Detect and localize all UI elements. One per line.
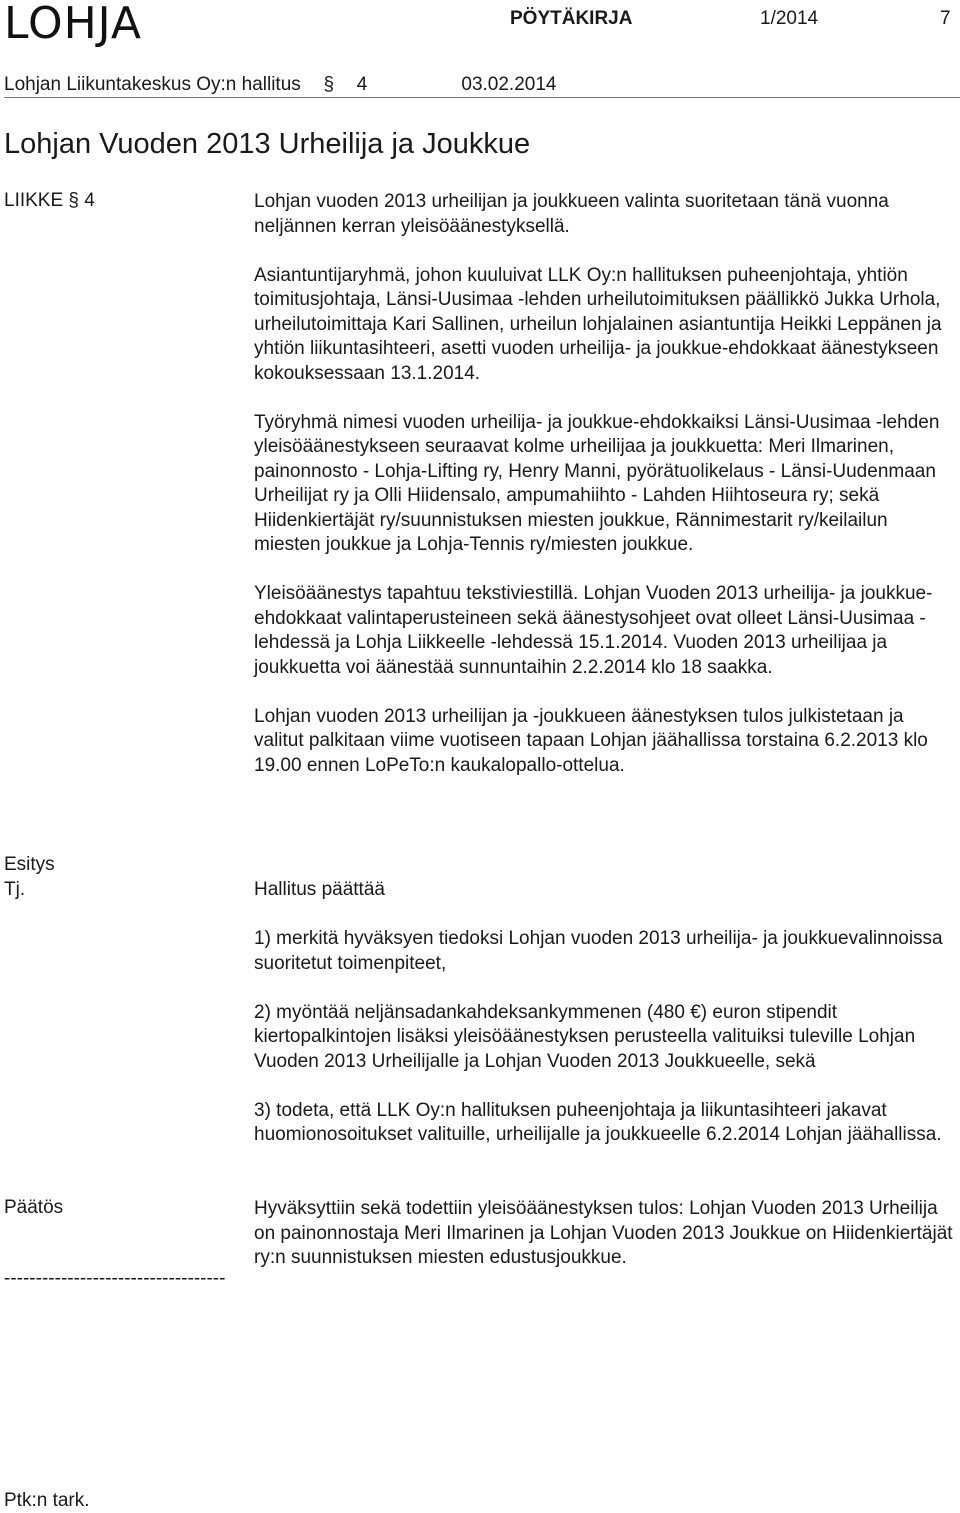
paragraph: Lohjan vuoden 2013 urheilijan ja joukkueen valinta suoritetaan tänä vuonna neljännen kerran yleisöäänestyksellä. — [254, 191, 889, 237]
proposal-point: 3) todeta, että LLK Oy:n hallituksen puheenjohtaja ja liikuntasihteeri jakavat huomionosoitukset valituille, urheilijalle ja joukkueelle 6.2.2014 Lohjan jäähallissa. — [254, 1099, 942, 1145]
item-label: LIIKKE § 4 — [4, 190, 95, 211]
paragraph: Asiantuntijaryhmä, johon kuuluivat LLK Oy:n hallituksen puheenjohtaja, yhtiön toimitusjohtaja, Länsi-Uusimaa -lehden urheilutoimituksen päällikkö Jukka Urhola, urheilutoimittaja Kari Sallinen, urheilun lohjalainen asiantuntija Heikki Leppänen ja yhtiön liikuntasihteeri, asetti vuoden urheilija- ja joukkue-ehdokkaat äänestykseen kokouksessaan 13.1.2014. — [254, 264, 942, 384]
organ-name: Lohjan Liikuntakeskus Oy:n hallitus — [4, 74, 301, 95]
proposal-point: 2) myöntää neljänsadankahdeksankymmenen (480 €) euron stipendit kiertopalkintojen lisäksi yleisöäänestyksen perusteella valituiksi tuleville Lohjan Vuoden 2013 Urheilijalle ja Lohjan Vuoden 2013 Joukkueelle, sekä — [254, 1001, 916, 1072]
document-type: PÖYTÄKIRJA — [510, 8, 633, 29]
proposal-label — [4, 853, 55, 902]
footer-note: Ptk:n tark. — [4, 1490, 90, 1511]
proposal-point: 1) merkitä hyväksyen tiedoksi Lohjan vuoden 2013 urheilija- ja joukkuevalinnoissa suoritetut toimenpiteet, — [254, 928, 943, 974]
header-divider — [4, 97, 960, 98]
paragraph: Työryhmä nimesi vuoden urheilija- ja joukkue-ehdokkaiksi Länsi-Uusimaa -lehden yleisöäänestykseen seuraavat kolme urheilijaa ja joukkuetta: Meri Ilmarinen, painonnosto - Lohja-Lifting ry, Henry Manni, pyörätuolikelaus - Länsi-Uudenmaan Urheilijat ry ja Olli Hiidensalo, ampumahiihto - Lahden Hiihtoseura ry; sekä Hiidenkiertäjät ry/suunnistuksen miesten joukkue, Rännimestarit ry/keilailun miesten joukkue ja Lohja-Tennis ry/miesten joukkue. — [254, 411, 940, 555]
section-number: 4 — [356, 74, 368, 95]
paragraph: Yleisöäänestys tapahtuu tekstiviestillä. Lohjan Vuoden 2013 urheilija- ja joukkue-ehdokkaat valintaperusteineen sekä äänestysohjeet ovat olleet Länsi-Uusimaa -lehdessä ja Lohja Liikkeelle -lehdessä 15.1.2014. Vuoden 2013 urheilijaa ja joukkuetta voi äänestää sunnuntaihin 2.2.2014 klo 18 saakka. — [254, 583, 933, 678]
meeting-date: 03.02.2014 — [461, 74, 557, 95]
proposal-intro: Hallitus päättää — [254, 879, 385, 900]
document-number: 1/2014 — [760, 8, 819, 29]
section-sign: § — [323, 74, 335, 95]
separator-line: ----------------------------------- — [4, 1268, 226, 1289]
page-number: 7 — [940, 8, 951, 29]
item-body — [254, 190, 954, 803]
meeting-meta — [4, 74, 556, 96]
proposal-label-line: Tj. — [4, 878, 26, 900]
decision-text: Hyväksyttiin sekä todettiin yleisöäänestyksen tulos: Lohjan Vuoden 2013 Urheilija on painonnostaja Meri Ilmarinen ja Lohjan Vuoden 2013 Joukkue on Hiidenkiertäjät ry:n suunnistuksen miesten edustusjoukkue. — [254, 1198, 953, 1268]
lohja-logo: LOHJA — [4, 0, 142, 49]
paragraph: Lohjan vuoden 2013 urheilijan ja -joukkueen äänestyksen tulos julkistetaan ja valitut palkitaan viime vuotiseen tapaan Lohjan jäähallissa torstaina 6.2.2013 klo 19.00 ennen LoPeTo:n kaukalopallo-ottelua. — [254, 705, 928, 776]
page-title: Lohjan Vuoden 2013 Urheilija ja Joukkue — [4, 128, 531, 160]
proposal-body — [254, 878, 954, 1172]
decision-label: Päätös — [4, 1197, 64, 1218]
proposal-label-line: Esitys — [4, 854, 55, 875]
